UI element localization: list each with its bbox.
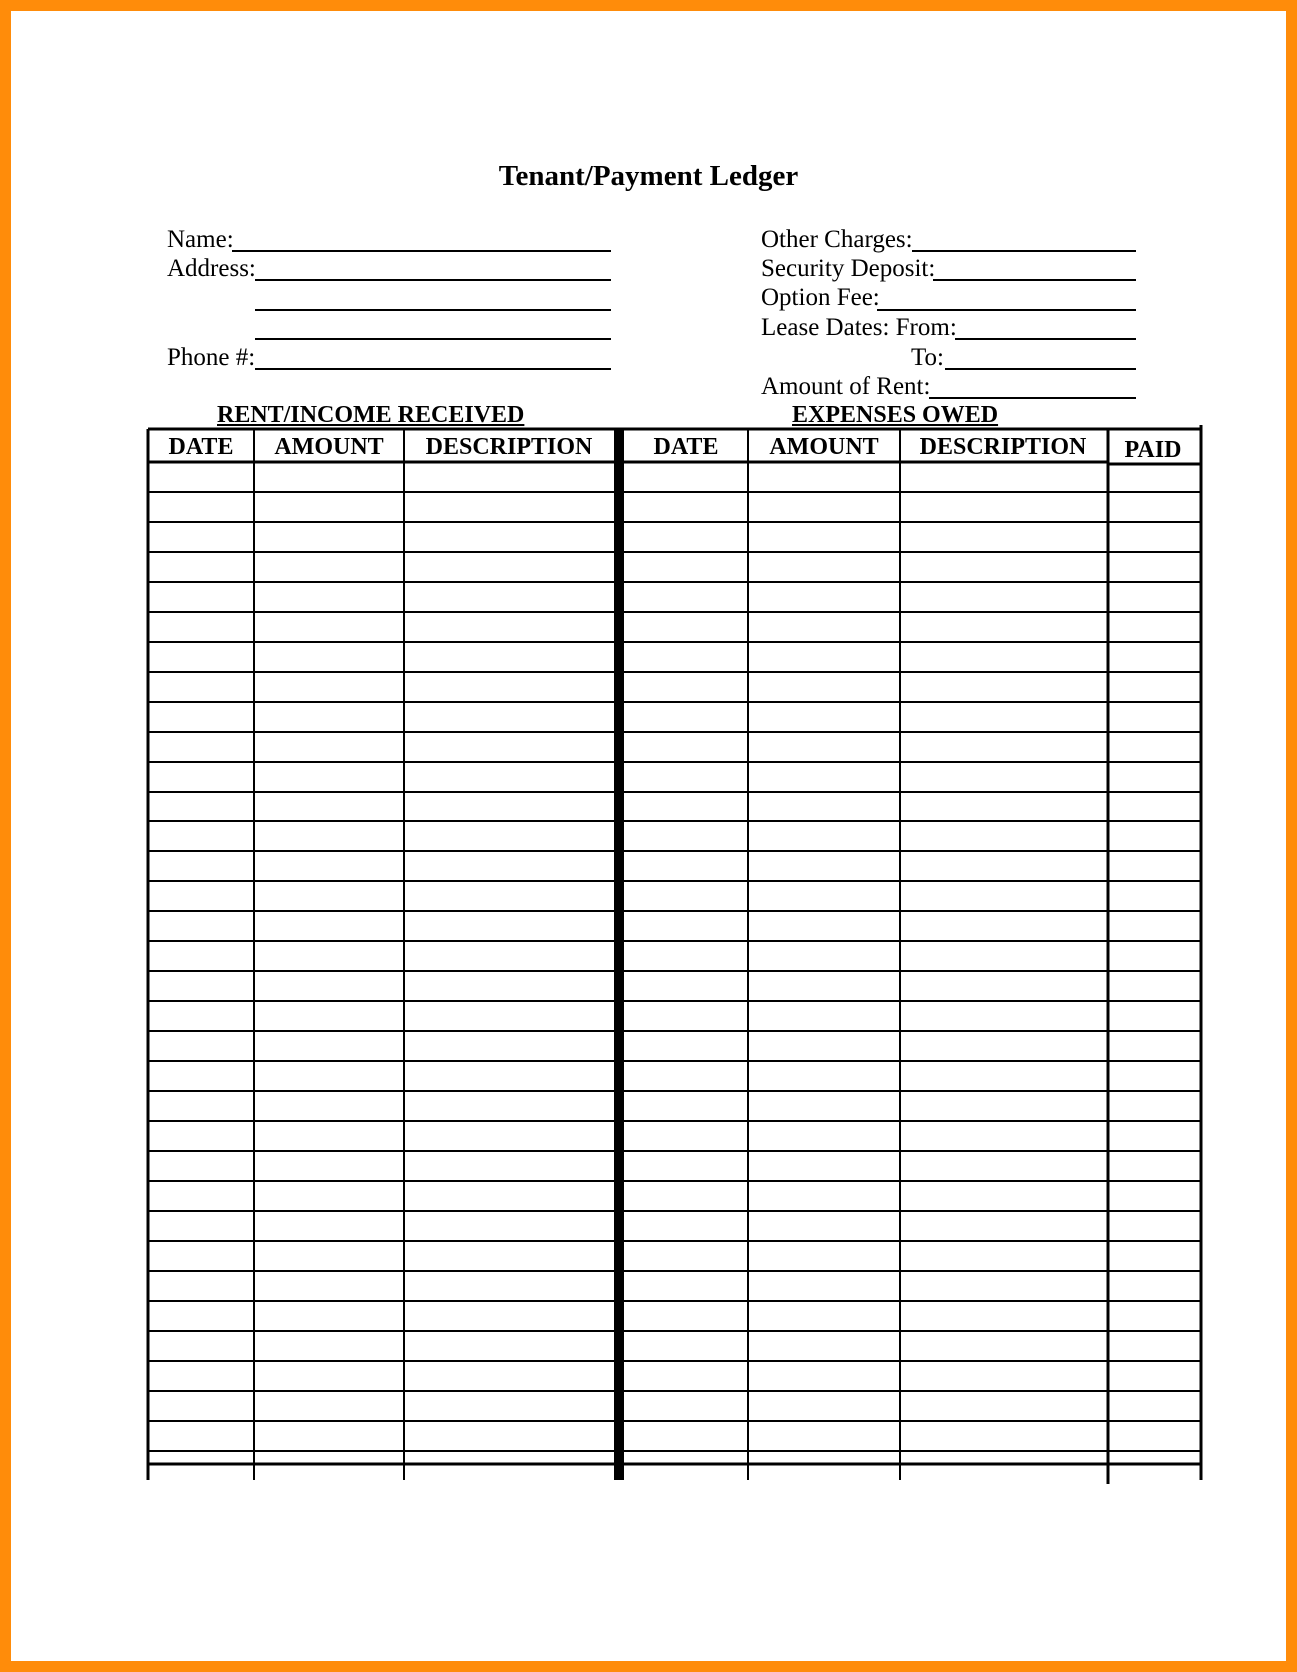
phone-label: Phone #: <box>167 344 256 371</box>
expense-amount-header: AMOUNT <box>769 434 879 460</box>
expense-description-header: DESCRIPTION <box>919 434 1087 460</box>
security-deposit-label: Security Deposit: <box>761 255 936 282</box>
document-title: Tenant/Payment Ledger <box>498 160 799 192</box>
income-amount-header: AMOUNT <box>274 434 384 460</box>
expense-date-header: DATE <box>653 434 719 460</box>
expenses-owed-section-title: EXPENSES OWED <box>792 402 999 428</box>
income-description-header: DESCRIPTION <box>425 434 593 460</box>
option-fee-label: Option Fee: <box>761 284 880 311</box>
other-charges-label: Other Charges: <box>761 226 913 253</box>
rent-income-section-title: RENT/INCOME RECEIVED <box>217 402 525 428</box>
amount-of-rent-label: Amount of Rent: <box>761 373 931 400</box>
address-label: Address: <box>167 255 256 282</box>
lease-dates-to-label: To: <box>911 344 944 371</box>
expense-paid-header: PAID <box>1124 437 1182 463</box>
income-date-header: DATE <box>168 434 234 460</box>
lease-dates-from-label: Lease Dates: From: <box>761 314 957 341</box>
name-label: Name: <box>167 226 234 253</box>
